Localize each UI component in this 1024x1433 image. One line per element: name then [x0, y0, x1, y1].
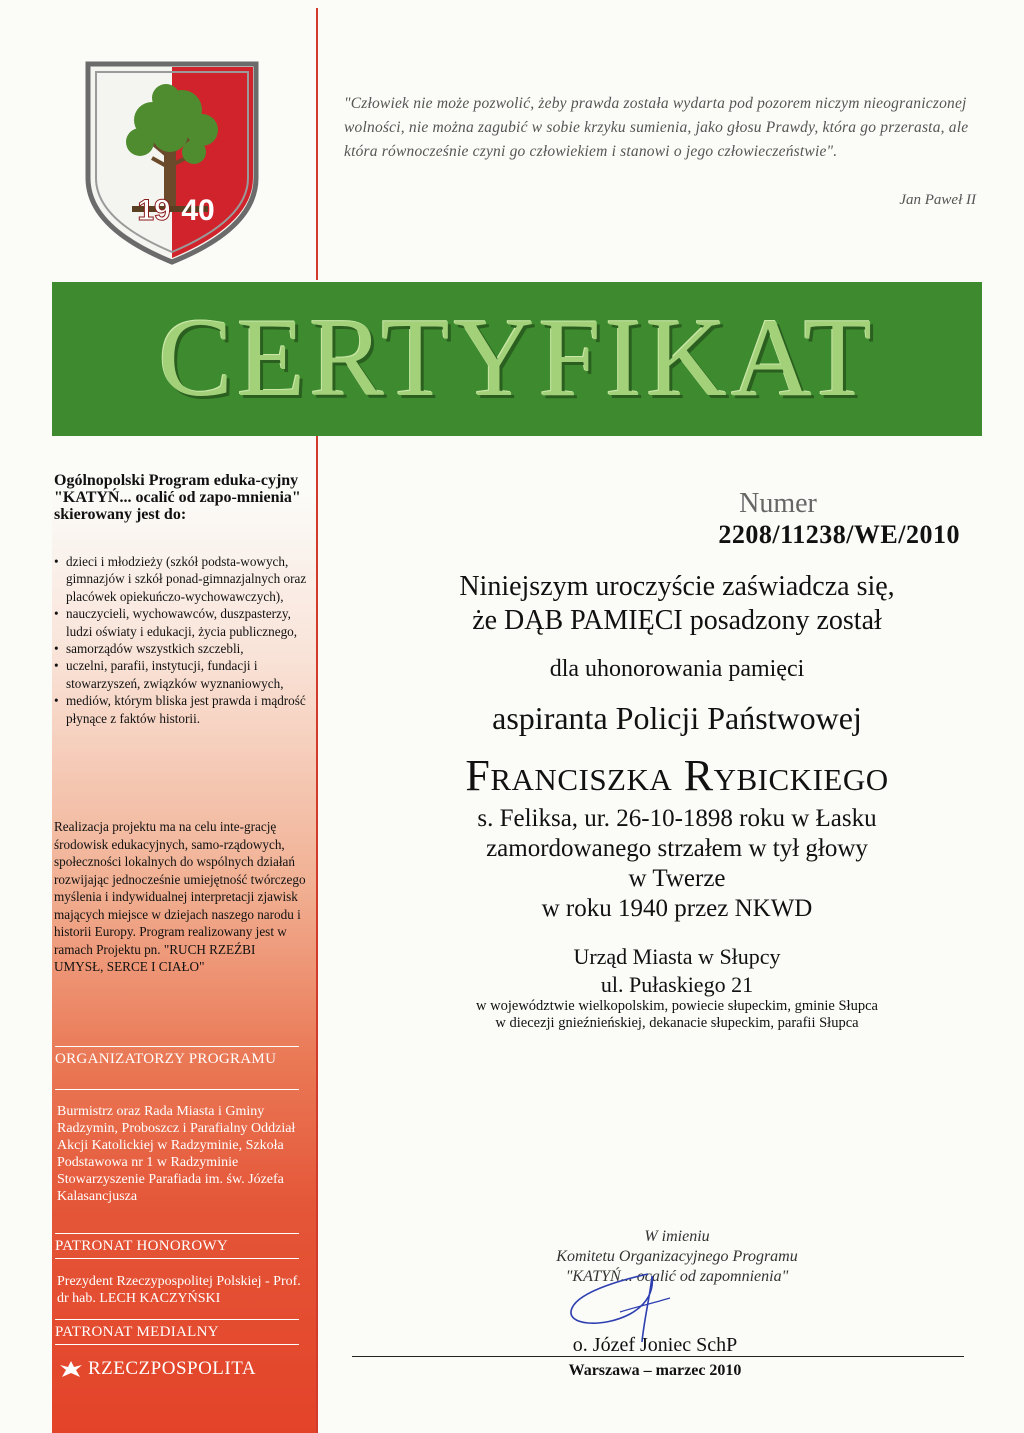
- signature-rule: [352, 1356, 964, 1357]
- signature-intro-2: Komitetu Organizacyjnego Programu: [556, 1248, 798, 1265]
- number-label: Numer: [739, 488, 817, 519]
- office-diocese: w diecezji gnieźnieńskiej, dekanacie słupeckim, parafii Słupca: [495, 1015, 859, 1031]
- office-region: w województwie wielkopolskim, powiecie słupeckim, gminie Słupca: [476, 998, 878, 1014]
- pope-quote: "Człowiek nie może pozwolić, żeby prawda została wydarta pod pozorem niczym nieograniczonej wolności, nie można zagubić w sobie krzyku sumienia, jako głosu Prawdy, która go przerasta, ale która równocześnie czyni go człowiekiem i stanowi o jego człowieczeństwie".: [344, 95, 969, 160]
- bio-line-2: zamordowanego strzałem w tył głowy: [486, 835, 868, 862]
- certification-line-1: Niniejszym uroczyście zaświadcza się,: [459, 571, 895, 602]
- rzeczpospolita-logo: [58, 1358, 256, 1380]
- red-divider-top: [316, 8, 318, 280]
- audience-item: • mediów, którym bliska jest prawda i mądrość płynące z faktów historii.: [54, 692, 310, 727]
- program-description: Realizacja projektu ma na celu inte-grację środowisk edukacyjnych, samo-rządowych, społeczności lokalnych do wspólnych działań rozwijając jednocześnie umiejętność twórczego myślenia i indywidualnej interpretacji zjawisk mających miejsce w dziejach naszego narodu i historii Europy. Program realizowany jest w ramach Projektu pn. "RUCH RZEŹBI UMYSŁ, SERCE I CIAŁO": [54, 819, 306, 974]
- rzeczpospolita-logo-text: RZECZPOSPOLITA: [88, 1358, 257, 1379]
- honorary-patronage-heading: PATRONAT HONOROWY: [55, 1233, 299, 1255]
- katyn-shield-emblem: [82, 58, 262, 268]
- certificate-title: CERTYFIKAT: [158, 296, 876, 420]
- audience-item: • dzieci i młodzieży (szkół podsta-wowych, gimnazjów i szkół ponad-gimnazjalnych oraz placówek opiekuńczo-wychowawczych),: [54, 553, 310, 605]
- bio-line-3: w Twerze: [628, 865, 726, 892]
- honor-line: dla uhonorowania pamięci: [549, 656, 805, 682]
- audience-item: • nauczycieli, wychowawców, duszpasterzy, ludzi oświaty i edukacji, życia publicznego,: [54, 605, 310, 640]
- audience-item: • samorządów wszystkich szczebli,: [54, 640, 310, 657]
- red-divider-bottom: [316, 436, 318, 1433]
- signature-intro-3: "KATYŃ... ocalić od zapomnienia": [565, 1268, 789, 1285]
- organizers-rule: [55, 1089, 299, 1090]
- organizers-heading: ORGANIZATORZY PROGRAMU: [55, 1046, 299, 1068]
- signer-name: o. Józef Joniec SchP: [572, 1334, 738, 1356]
- organizers-text: Burmistrz oraz Rada Miasta i Gminy Radzymin, Proboszcz i Parafialny Oddział Akcji Katolickiej w Radzyminie, Szkoła Podstawowa nr 1 w Radzyminie Stowarzyszenie Parafiada im. św. Józefa Kalasancjusza: [57, 1104, 296, 1204]
- certificate-banner: [52, 282, 982, 436]
- place-and-date: Warszawa – marzec 2010: [568, 1362, 742, 1379]
- media-patronage-heading: PATRONAT MEDIALNY: [55, 1319, 299, 1341]
- honoree-name: Franciszka Rybickiego: [465, 751, 889, 800]
- media-rule: [55, 1344, 299, 1345]
- certification-line-2: że DĄB PAMIĘCI posadzony został: [472, 605, 882, 636]
- certificate-number: 2208/11238/WE/2010: [718, 520, 960, 549]
- audience-item: • uczelni, parafii, instytucji, fundacji i stowarzyszeń, związków wyznaniowych,: [54, 657, 310, 692]
- audience-list: [54, 553, 310, 727]
- office-name: Urząd Miasta w Słupcy: [573, 944, 781, 969]
- emblem-year-left: 19: [137, 194, 171, 227]
- eagle-icon: [58, 1359, 84, 1379]
- quote-author: Jan Paweł II: [899, 192, 976, 208]
- honorary-rule: [55, 1258, 299, 1259]
- bio-line-1: s. Feliksa, ur. 26-10-1898 roku w Łasku: [477, 805, 877, 832]
- office-address: ul. Pułaskiego 21: [600, 972, 754, 997]
- honorary-patronage-text: Prezydent Rzeczypospolitej Polskiej - Prof. dr hab. LECH KACZYŃSKI: [57, 1274, 301, 1306]
- bio-line-4: w roku 1940 przez NKWD: [541, 895, 813, 922]
- honoree-rank: aspiranta Policji Państwowej: [492, 700, 862, 736]
- signature-intro-1: W imieniu: [644, 1228, 710, 1245]
- emblem-year-right: 40: [181, 194, 215, 227]
- program-intro: Ogólnopolski Program eduka-cyjny "KATYŃ... ocalić od zapo-mnienia" skierowany jest do:: [54, 472, 301, 523]
